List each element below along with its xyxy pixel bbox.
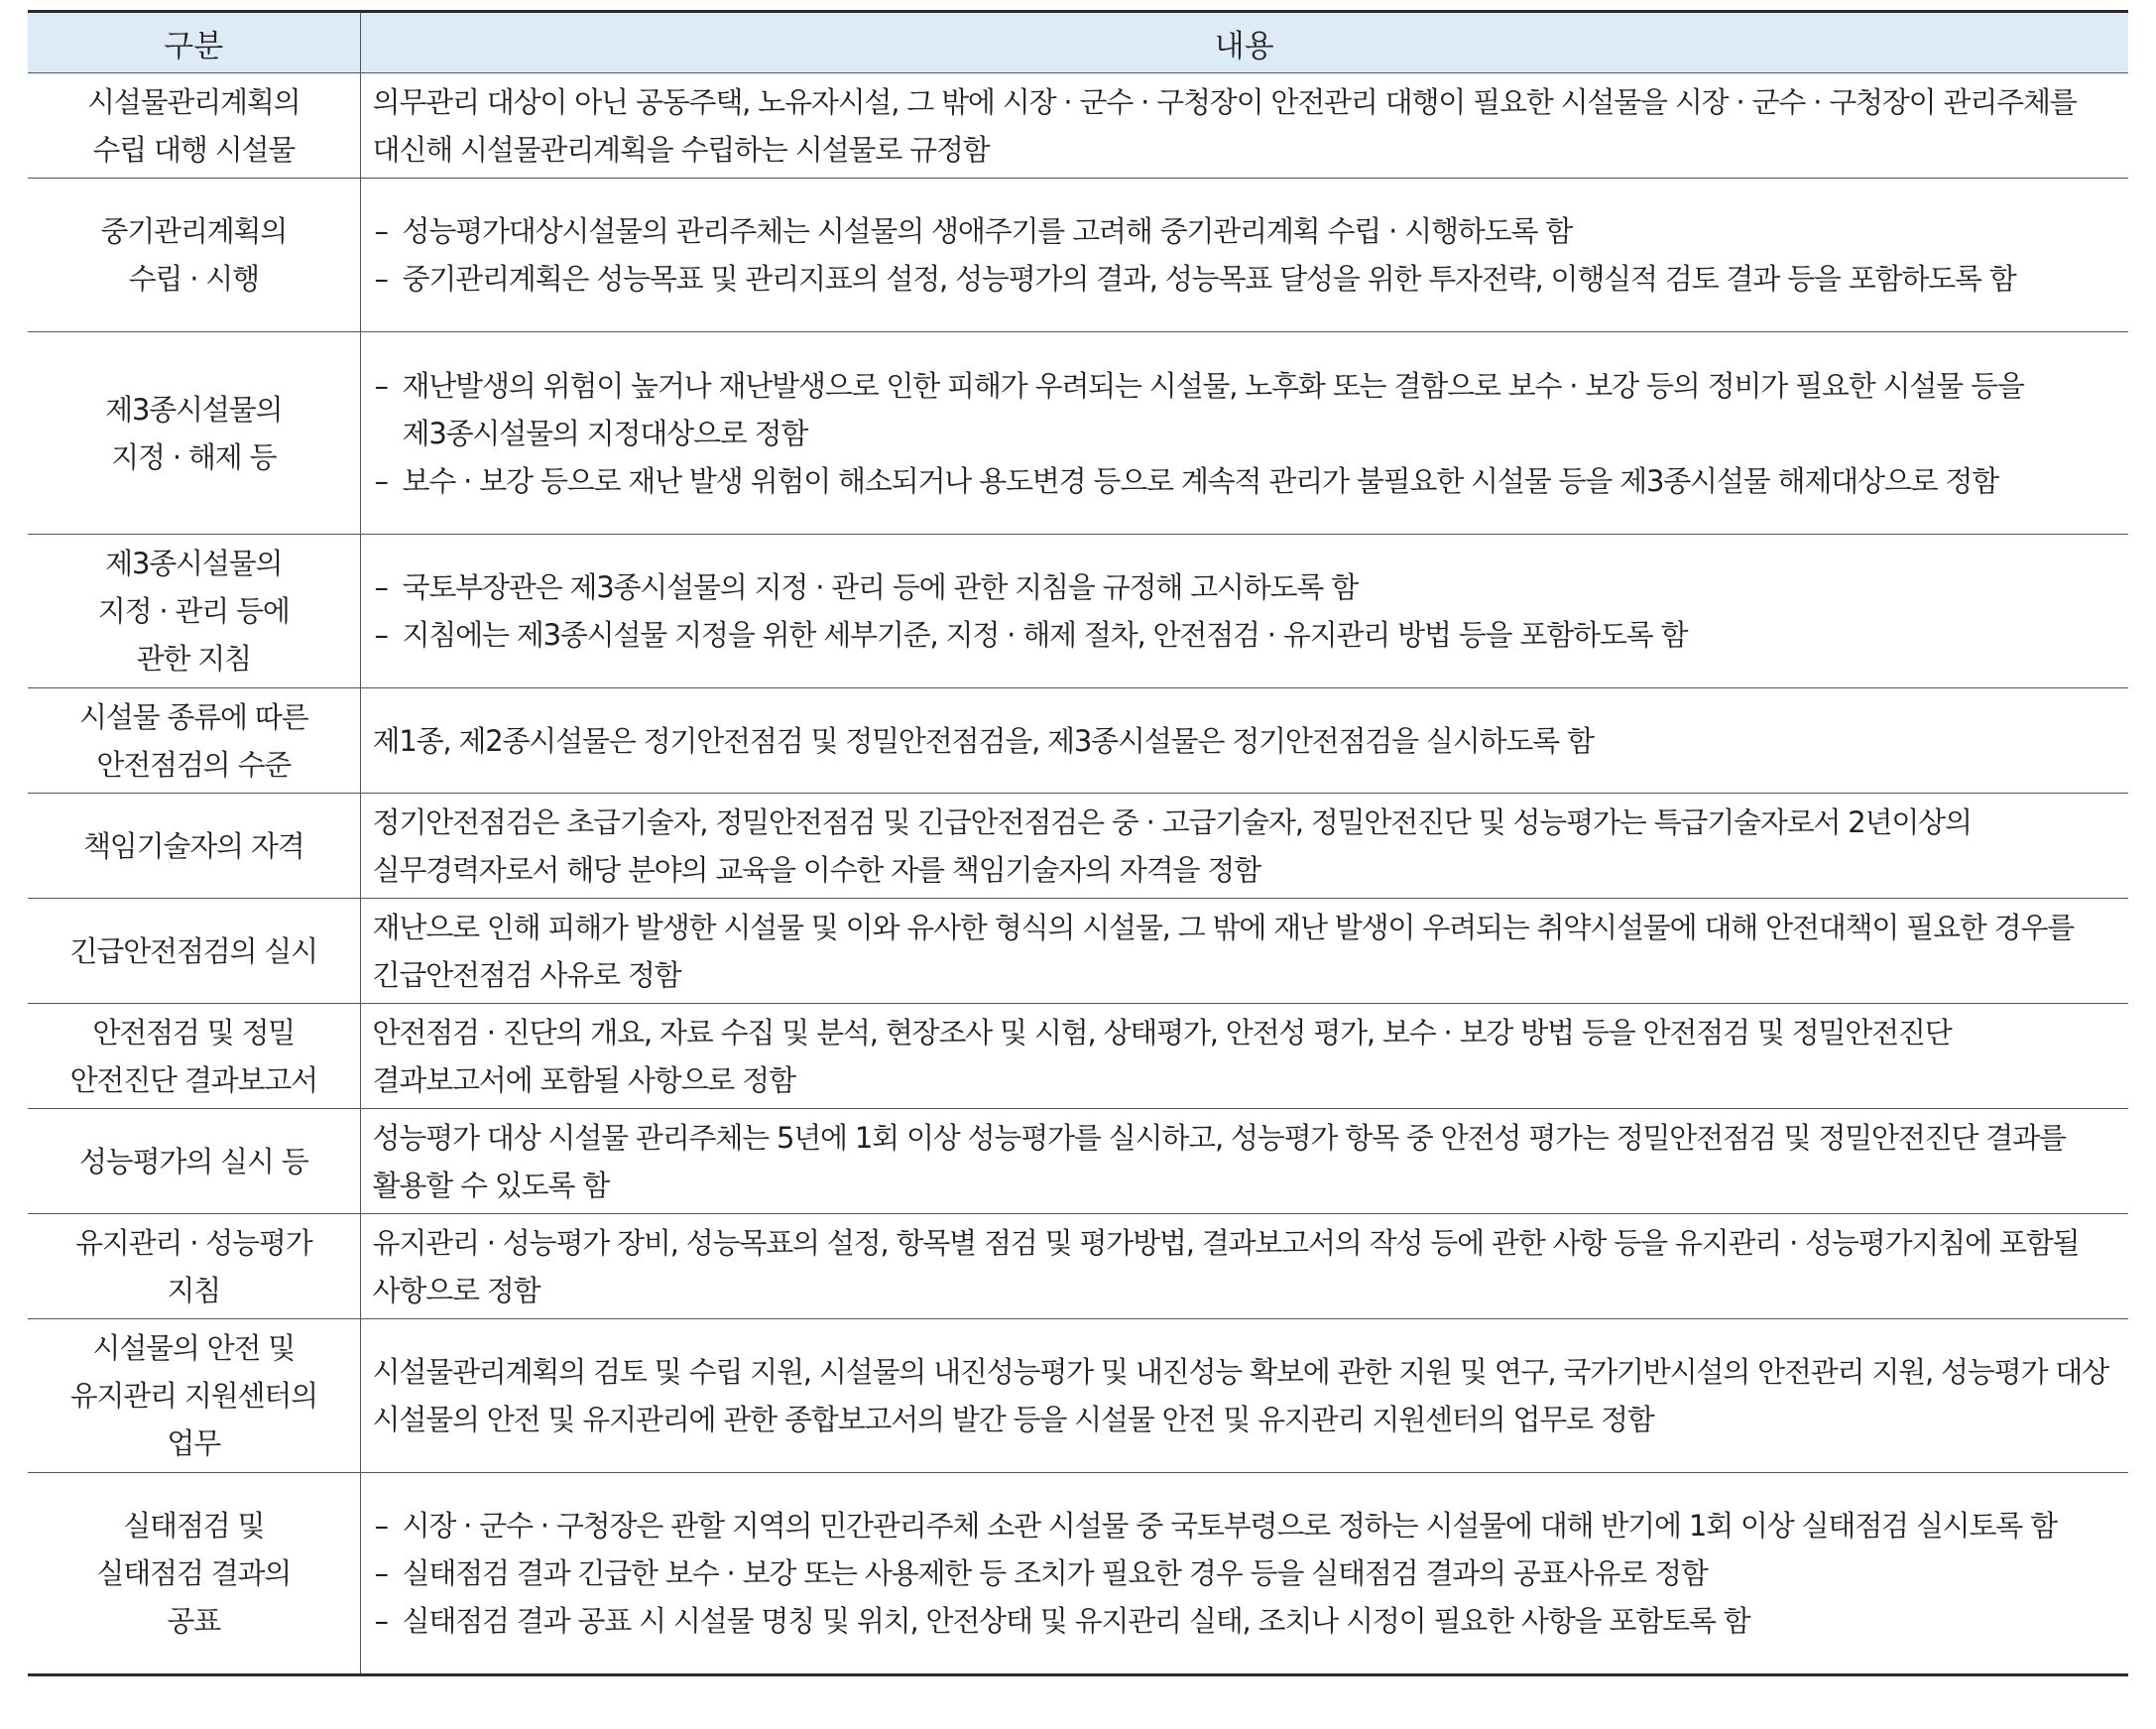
bullet-item: – 지침에는 제3종시설물 지정을 위한 세부기준, 지정 · 해제 절차, 안전점검 · 유지관리 방법 등을 포함하도록 함 (373, 611, 2117, 659)
row-content: 시설물관리계획의 검토 및 수립 지원, 시설물의 내진성능평가 및 내진성능 확보에 관한 지원 및 연구, 국가기반시설의 안전관리 지원, 성능평가 대상 시설물의 안전 및 유지관리에 관한 종합보고서의 발간 등을 시설물 안전 및 유지관리 지원센터의 업무로 정함 (360, 1319, 2128, 1473)
bullet-item: – 보수 · 보강 등으로 재난 발생 위험이 해소되거나 용도변경 등으로 계속적 관리가 불필요한 시설물 등을 제3종시설물 해제대상으로 정함 (373, 457, 2117, 505)
row-content (360, 1473, 2128, 1675)
category-line: 공표 (167, 1604, 221, 1638)
table-row (28, 1004, 2128, 1109)
row-content (360, 179, 2128, 332)
table-row (28, 1473, 2128, 1675)
category-line: 책임기술자의 자격 (82, 828, 304, 863)
row-content (360, 535, 2128, 688)
category-line: 제3종시설물의 (105, 392, 283, 427)
table-header (28, 12, 2128, 73)
category-line: 지정 · 해제 등 (111, 439, 277, 474)
category-line: 시설물 종류에 따른 (78, 699, 308, 734)
category-line: 업무 (167, 1426, 221, 1460)
row-content: 정기안전점검은 초급기술자, 정밀안전점검 및 긴급안전점검은 중 · 고급기술자, 정밀안전진단 및 성능평가는 특급기술자로서 2년이상의 실무경력자로서 해당 분야의 교육을 이수한 자를 책임기술자의 자격을 정함 (360, 794, 2128, 899)
row-content: 유지관리 · 성능평가 장비, 성능목표의 설정, 항목별 점검 및 평가방법, 결과보고서의 작성 등에 관한 사항 등을 유지관리 · 성능평가지침에 포함될 사항으로 정함 (360, 1214, 2128, 1319)
row-category (28, 794, 360, 899)
bullet-item: – 실태점검 결과 긴급한 보수 · 보강 또는 사용제한 등 조치가 필요한 경우 등을 실태점검 결과의 공표사유로 정함 (373, 1549, 2117, 1597)
row-category (28, 688, 360, 794)
category-line: 시설물관리계획의 (86, 84, 300, 119)
row-content: 의무관리 대상이 아닌 공동주택, 노유자시설, 그 밖에 시장 · 군수 · 구청장이 안전관리 대행이 필요한 시설물을 시장 · 군수 · 구청장이 관리주체를 대신해 시설물관리계획을 수립하는 시설물로 규정함 (360, 73, 2128, 179)
row-content: 성능평가 대상 시설물 관리주체는 5년에 1회 이상 성능평가를 실시하고, 성능평가 항목 중 안전성 평가는 정밀안전점검 및 정밀안전진단 결과를 활용할 수 있도록 함 (360, 1109, 2128, 1214)
row-category (28, 899, 360, 1004)
table-row (28, 688, 2128, 794)
category-line: 안전점검 및 정밀 (92, 1015, 296, 1050)
bullet-item: – 중기관리계획은 성능목표 및 관리지표의 설정, 성능평가의 결과, 성능목표 달성을 위한 투자전략, 이행실적 검토 결과 등을 포함하도록 함 (373, 255, 2117, 303)
table-row (28, 535, 2128, 688)
category-line: 안전점검의 수준 (96, 747, 292, 782)
table-row (28, 1319, 2128, 1473)
category-line: 수립 · 시행 (128, 262, 259, 296)
table-row (28, 332, 2128, 535)
row-category (28, 73, 360, 179)
row-category (28, 1004, 360, 1109)
table-row (28, 1214, 2128, 1319)
row-category (28, 332, 360, 535)
category-line: 수립 대행 시설물 (92, 132, 296, 167)
row-category (28, 1214, 360, 1319)
bullet-item: – 재난발생의 위험이 높거나 재난발생으로 인한 피해가 우려되는 시설물, 노후화 또는 결함으로 보수 · 보강 등의 정비가 필요한 시설물 등을 제3종시설물의 지정대상으로 정함 (373, 362, 2117, 457)
row-category (28, 1109, 360, 1214)
header-category: 구분 (28, 12, 360, 73)
table-body (28, 73, 2128, 1675)
row-category (28, 535, 360, 688)
category-line: 중기관리계획의 (100, 214, 288, 248)
row-content: 안전점검 · 진단의 개요, 자료 수집 및 분석, 현장조사 및 시험, 상태평가, 안전성 평가, 보수 · 보강 방법 등을 안전점검 및 정밀안전진단 결과보고서에 포함될 사항으로 정함 (360, 1004, 2128, 1109)
header-content: 내용 (360, 12, 2128, 73)
category-line: 성능평가의 실시 등 (78, 1144, 308, 1178)
row-category (28, 1473, 360, 1675)
table-row (28, 794, 2128, 899)
category-line: 유지관리 · 성능평가 (74, 1225, 312, 1260)
table-row (28, 73, 2128, 179)
table-row (28, 1109, 2128, 1214)
header-row (28, 12, 2128, 73)
category-line: 안전진단 결과보고서 (69, 1062, 317, 1097)
category-line: 시설물의 안전 및 (92, 1331, 296, 1365)
row-content (360, 332, 2128, 535)
regulation-table (28, 10, 2128, 1676)
bullet-item: – 시장 · 군수 · 구청장은 관할 지역의 민간관리주체 소관 시설물 중 국토부령으로 정하는 시설물에 대해 반기에 1회 이상 실태점검 실시토록 함 (373, 1502, 2117, 1549)
category-line: 유지관리 지원센터의 (69, 1379, 317, 1413)
category-line: 실태점검 결과의 (96, 1556, 292, 1590)
category-line: 지침 (167, 1273, 221, 1307)
regulation-table-container (28, 10, 2128, 1676)
bullet-item: – 국토부장관은 제3종시설물의 지정 · 관리 등에 관한 지침을 규정해 고시하도록 함 (373, 563, 2117, 611)
table-row (28, 899, 2128, 1004)
row-category (28, 1319, 360, 1473)
category-line: 지정 · 관리 등에 (97, 594, 290, 628)
row-content: 제1종, 제2종시설물은 정기안전점검 및 정밀안전점검을, 제3종시설물은 정기안전점검을 실시하도록 함 (360, 688, 2128, 794)
category-line: 관한 지침 (136, 642, 251, 676)
category-line: 제3종시설물의 (105, 547, 283, 580)
category-line: 긴급안전점검의 실시 (69, 933, 317, 968)
category-line: 실태점검 및 (123, 1509, 265, 1543)
bullet-item: – 성능평가대상시설물의 관리주체는 시설물의 생애주기를 고려해 중기관리계획 수립 · 시행하도록 함 (373, 207, 2117, 255)
table-row (28, 179, 2128, 332)
row-category (28, 179, 360, 332)
bullet-item: – 실태점검 결과 공표 시 시설물 명칭 및 위치, 안전상태 및 유지관리 실태, 조치나 시정이 필요한 사항을 포함토록 함 (373, 1597, 2117, 1645)
row-content: 재난으로 인해 피해가 발생한 시설물 및 이와 유사한 형식의 시설물, 그 밖에 재난 발생이 우려되는 취약시설물에 대해 안전대책이 필요한 경우를 긴급안전점검 사유로 정함 (360, 899, 2128, 1004)
